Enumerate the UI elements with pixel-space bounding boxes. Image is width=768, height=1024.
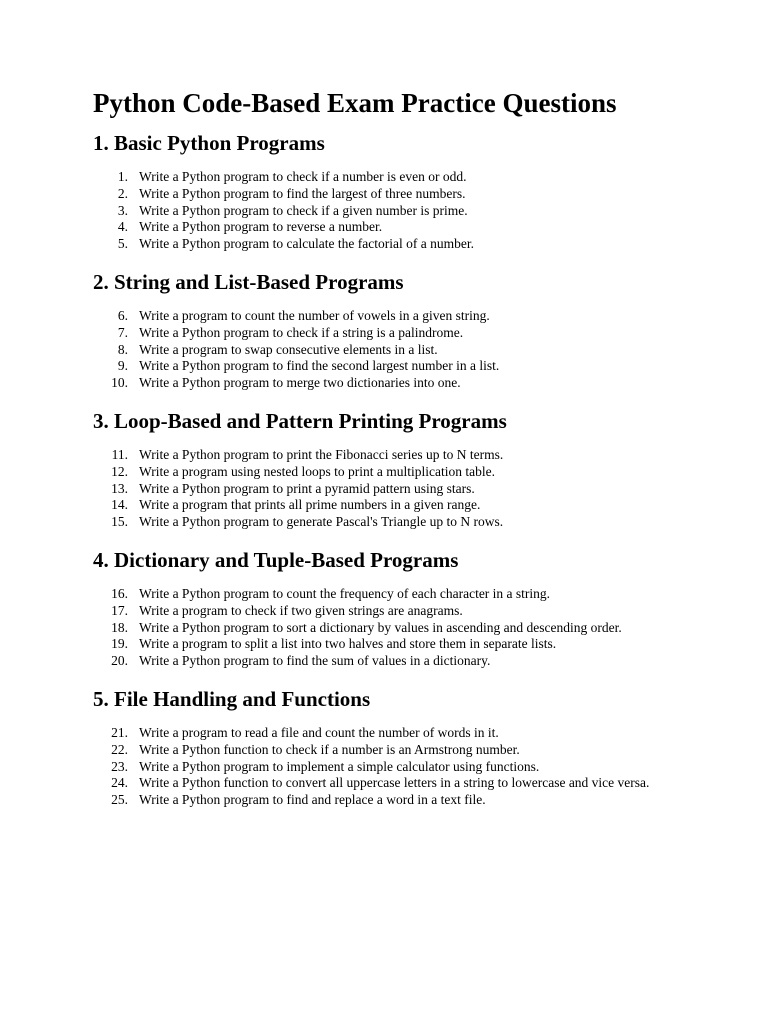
list-item (93, 203, 673, 220)
question-number: 17. (111, 602, 128, 618)
question-text: Write a Python function to convert all uppercase letters in a string to lowercase and vice versa. (139, 775, 650, 791)
section-heading: 1. Basic Python Programs (93, 131, 325, 155)
list-item (93, 308, 673, 325)
list-item (93, 775, 673, 792)
list-item (93, 725, 673, 742)
question-number: 15. (111, 514, 128, 530)
question-text: Write a program that prints all prime numbers in a given range. (139, 497, 481, 513)
question-text: Write a Python program to print the Fibonacci series up to N terms. (139, 446, 504, 462)
question-text: Write a Python program to find the sum of values in a dictionary. (139, 653, 491, 669)
list-item (93, 742, 673, 759)
question-list (93, 725, 673, 809)
question-text: Write a Python program to find and replace a word in a text file. (139, 792, 486, 808)
question-number: 23. (111, 758, 128, 774)
list-item (93, 759, 673, 776)
question-number: 7. (117, 324, 128, 340)
list-item (93, 653, 673, 670)
question-number: 25. (111, 792, 128, 808)
list-item (93, 792, 673, 809)
list-item (93, 636, 673, 653)
question-text: Write a program using nested loops to print a multiplication table. (139, 463, 496, 479)
question-text: Write a Python program to find the second largest number in a list. (139, 358, 500, 374)
question-text: Write a Python program to merge two dictionaries into one. (139, 375, 461, 391)
question-text: Write a program to read a file and count the number of words in it. (139, 724, 499, 740)
question-number: 12. (111, 463, 128, 479)
question-text: Write a Python program to check if a number is even or odd. (139, 169, 467, 184)
question-text: Write a Python program to check if a given number is prime. (139, 202, 468, 218)
section-heading: 5. File Handling and Functions (93, 686, 371, 711)
question-text: Write a program to check if two given strings are anagrams. (139, 602, 463, 618)
question-text: Write a Python program to calculate the factorial of a number. (139, 236, 474, 252)
question-number: 1. (117, 169, 128, 184)
question-number: 22. (111, 741, 128, 757)
question-text: Write a Python program to count the frequency of each character in a string. (139, 585, 551, 601)
question-list (93, 308, 673, 392)
list-item (93, 497, 673, 514)
question-text: Write a program to split a list into two halves and store them in separate lists. (139, 636, 557, 652)
list-item (93, 236, 673, 253)
document-page (93, 86, 673, 824)
question-number: 19. (111, 636, 128, 652)
question-list (93, 447, 673, 531)
question-number: 9. (117, 358, 128, 374)
list-item (93, 464, 673, 481)
question-number: 21. (111, 724, 128, 740)
list-item (93, 620, 673, 637)
question-text: Write a Python program to implement a simple calculator using functions. (139, 758, 540, 774)
question-number: 16. (111, 585, 128, 601)
list-item (93, 169, 673, 186)
question-number: 20. (111, 653, 128, 669)
list-item (93, 358, 673, 375)
question-number: 24. (111, 775, 128, 791)
question-text: Write a program to count the number of vowels in a given string. (139, 307, 490, 323)
question-text: Write a Python program to check if a string is a palindrome. (139, 324, 464, 340)
question-text: Write a Python function to check if a number is an Armstrong number. (139, 741, 520, 757)
list-item (93, 325, 673, 342)
list-item (93, 186, 673, 203)
list-item (93, 481, 673, 498)
question-text: Write a Python program to reverse a number. (139, 219, 383, 235)
question-number: 3. (117, 202, 128, 218)
question-number: 13. (111, 480, 128, 496)
list-item (93, 603, 673, 620)
page-title: Python Code-Based Exam Practice Questions (93, 88, 617, 118)
list-item (93, 514, 673, 531)
question-number: 14. (111, 497, 128, 513)
question-text: Write a Python program to generate Pascal's Triangle up to N rows. (139, 514, 504, 530)
question-number: 11. (111, 446, 128, 462)
question-list (93, 586, 673, 670)
list-item (93, 375, 673, 392)
question-number: 10. (111, 375, 128, 391)
section-heading: 2. String and List-Based Programs (93, 269, 404, 294)
list-item (93, 447, 673, 464)
question-text: Write a Python program to sort a dictionary by values in ascending and descending order. (139, 619, 622, 635)
question-number: 8. (117, 341, 128, 357)
list-item (93, 219, 673, 236)
question-number: 6. (117, 307, 128, 323)
question-number: 4. (117, 219, 128, 235)
question-text: Write a program to swap consecutive elements in a list. (139, 341, 438, 357)
list-item (93, 586, 673, 603)
section-heading: 3. Loop-Based and Pattern Printing Programs (93, 408, 507, 433)
question-number: 18. (111, 619, 128, 635)
question-number: 2. (117, 185, 128, 201)
question-text: Write a Python program to find the largest of three numbers. (139, 185, 466, 201)
section-heading: 4. Dictionary and Tuple-Based Programs (93, 547, 459, 572)
question-text: Write a Python program to print a pyramid pattern using stars. (139, 480, 475, 496)
question-number: 5. (117, 236, 128, 252)
list-item (93, 342, 673, 359)
question-list (93, 169, 673, 253)
sections-container (93, 129, 673, 809)
